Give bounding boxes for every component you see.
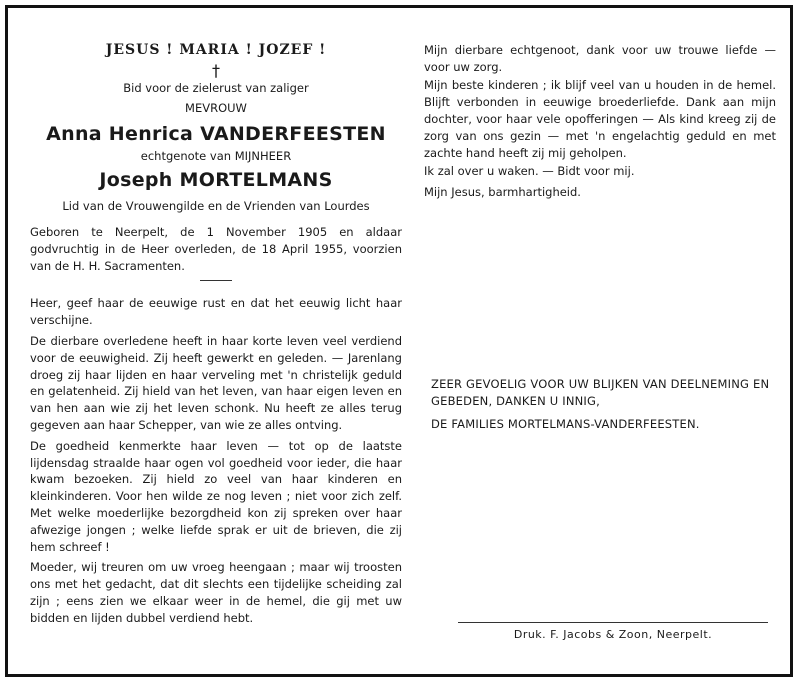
right-paragraph: Mijn Jesus, barmhartigheid.: [424, 185, 581, 199]
right-paragraph: Mijn dierbare echtgenoot, dank voor uw trouwe liefde — voor uw zorg.: [424, 43, 776, 74]
birth-death: Geboren te Neerpelt, de 1 November 1905 en aldaar godvruchtig in de Heer overleden, de 18 April 1955, voorzien van de H. H. Sacramenten.: [30, 225, 402, 273]
printer-divider: [458, 622, 768, 623]
thanks-block: [431, 376, 776, 433]
divider: [200, 280, 232, 281]
left-body: [30, 295, 402, 626]
left-paragraph: Heer, geef haar de eeuwige rust en dat het eeuwig licht haar verschijne.: [30, 296, 402, 328]
left-paragraph: De dierbare overledene heeft in haar korte leven veel verdiend voor de eeuwigheid. Zij heeft gewerkt en geleden. — Jarenlang droeg zij haar lijden en haar verveling met 'n christelijk geduld en gelatenheid. Zij hield van het leven, van haar eigen leven en van hen aan wie zij het leven schonk. Nu heeft ze alles terug gegeven aan haar Schepper, van wie ze alles ontving.: [30, 333, 402, 432]
printer-credit: Druk. F. Jacobs & Zoon, Neerpelt.: [513, 628, 713, 641]
prayer-intro: Bid voor de zielerust van zaliger: [123, 81, 309, 95]
families-signature: DE FAMILIES MORTELMANS-VANDERFEESTEN.: [431, 417, 700, 431]
heading: JESUS ! MARIA ! JOZEF !: [105, 42, 327, 58]
left-paragraph: Moeder, wij treuren om uw vroeg heengaan ; maar wij troosten ons met het gedacht, dat dit slechts een tijdelijke scheiding zal zijn ; eens zien we elkaar weer in de hemel, die gij met uw bidden en lijden dubbel verdiend hebt.: [30, 560, 402, 625]
right-column: [424, 42, 776, 202]
deceased-name: Anna Henrica VANDERFEESTEN: [46, 123, 386, 145]
memorial-card: [5, 5, 793, 677]
right-paragraph: Mijn beste kinderen ; ik blijf veel van u houden in de hemel. Blijft verbonden in eeuwige broederliefde. Dank aan mijn dochter, voor haar vele opofferingen — Als kind kreeg zij de zorg van ons gezin — met 'n engelachtig geduld en met zachte hand heeft zij mij geholpen.: [424, 78, 776, 160]
right-paragraph: Ik zal over u waken. — Bidt voor mij.: [424, 164, 635, 178]
thanks-text: ZEER GEVOELIG VOOR UW BLIJKEN VAN DEELNEMING EN GEBEDEN, DANKEN U INNIG,: [431, 377, 770, 408]
left-paragraph: De goedheid kenmerkte haar leven — tot op de laatste lijdensdag straalde haar ogen vol goedheid voor ieder, die haar kwam bezoeken. Zij hield zo veel van haar kinderen en kleinkinderen. Voor hen wilde ze nog leven ; niet voor zich zelf. Met welke moederlijke bezorgdheid kon zij spreken over haar afwezige jongen ; welke liefde sprak er uit de brieven, die zij hem schreef !: [30, 438, 402, 554]
spouse-name: Joseph MORTELMANS: [99, 169, 333, 191]
spouse-label: echtgenote van MIJNHEER: [140, 149, 292, 163]
membership: Lid van de Vrouwengilde en de Vrienden van Lourdes: [62, 199, 370, 213]
cross-icon: †: [212, 61, 220, 80]
title-mevrouw: MEVROUW: [185, 101, 247, 115]
left-column: [30, 42, 402, 631]
